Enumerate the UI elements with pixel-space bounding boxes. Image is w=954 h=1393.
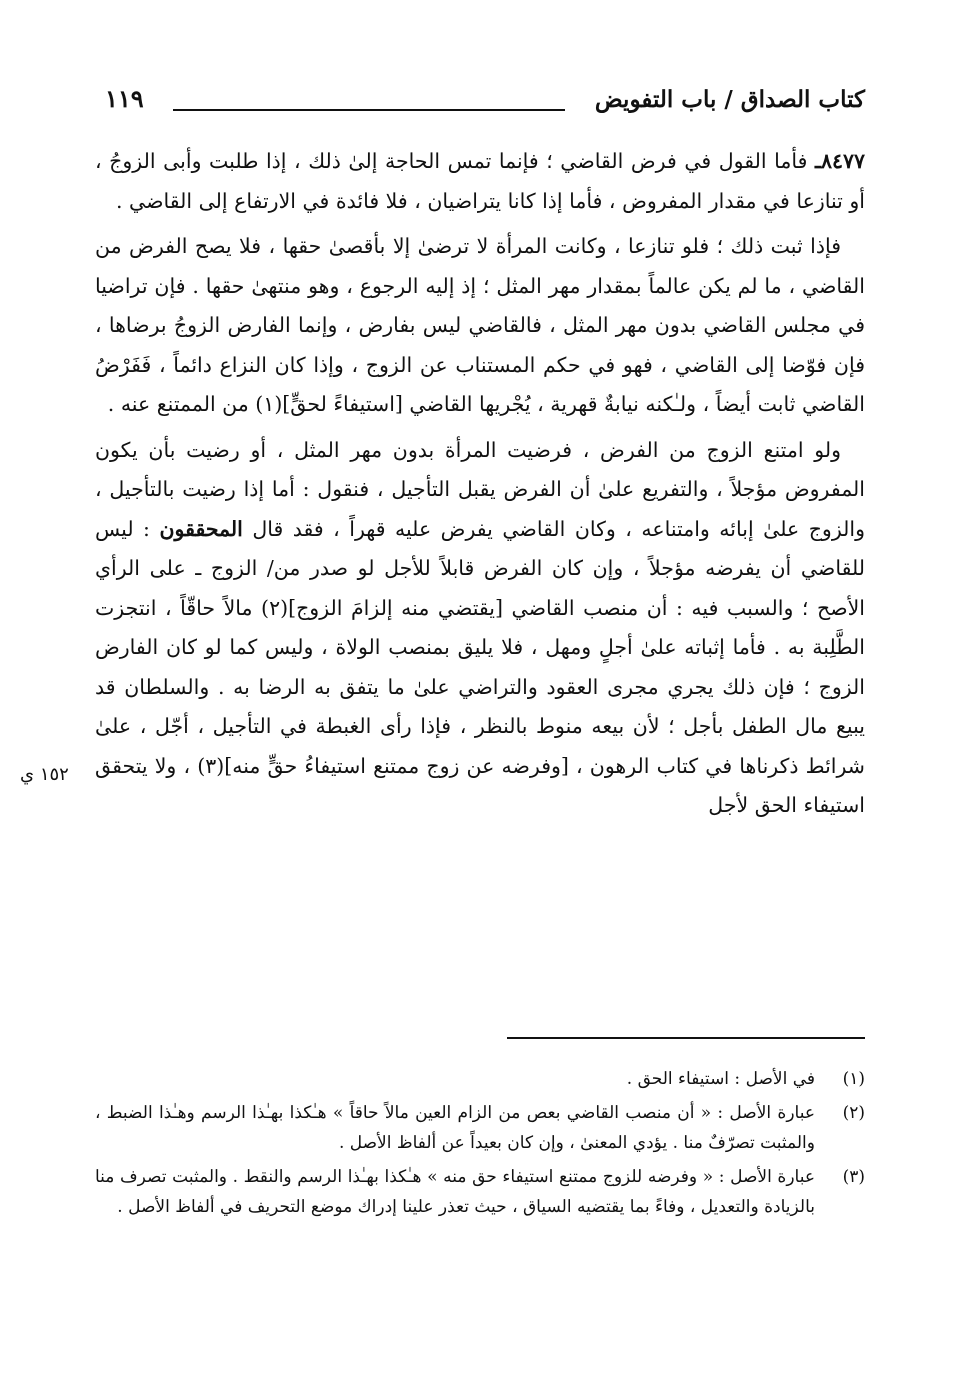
footnote-text: عبارة الأصل : « أن منصب القاضي بعص من الزام العين مالاً حاقاً » هـٰكذا بهـٰذا الرسم وهـٰذا الضبط ، والمثبت تصرّفٌ منا . يؤدي المعنىٰ ، وإن كان بعيداً عن ألفاظ الأصل . <box>95 1103 815 1153</box>
footnote-text: في الأصل : استيفاء الحق . <box>626 1069 815 1089</box>
margin-note: ١٥٢ ي <box>20 764 69 785</box>
page-number: ١١٩ <box>105 84 144 113</box>
paragraph-text-after: : ليس للقاضي أن يفرضه مؤجلاً ، وإن كان الفرض قابلاً للأجل لو صدر من/ الزوج ـ على الرأي الأصح ؛ والسبب فيه : أن منصب القاضي [يقتضي منه إلزامَ الزوج](٢) مالاً حاقّاً ، انتجزت الطَّلِبة به . فأما إثباته علىٰ أجلٍ ومهل ، فلا يليق بمنصب الولاة ، وليس كما لو كان الفارض الزوج ؛ فإن ذلك يجري مجرى العقود والتراضي علىٰ ما يتفق به الرضا به . والسلطان قد يبيع مال الطفل بأجل ؛ لأن بيعه منوط بالنظر ، فإذا رأى الغبطة في التأجيل ، أجّل ، علىٰ شرائط ذكرناها في كتاب الرهون ، [وفرضه عن زوج ممتنع استيفاءُ حقٍّ منه](٣) ، ولا يتحقق استيفاء الحق لأجل <box>95 516 865 817</box>
footnote-separator <box>507 1037 865 1039</box>
header-rule <box>173 109 565 111</box>
footnote-number: (١) <box>842 1069 865 1089</box>
paragraph-text-before: ولو امتنع الزوج من الفرض ، فرضيت المرأة بدون مهر المثل ، أو رضيت بأن يكون المفروض مؤجلاً ، والتفريع علىٰ أن الفرض يقبل التأجيل ، فنقول : أما إذا رضيت بالتأجيل ، والزوج علىٰ إبائه وامتناعه ، وكان القاضي يفرض عليه قهراً ، فقد قال <box>95 437 865 541</box>
book-page <box>20 70 866 1390</box>
running-header <box>95 80 865 124</box>
paragraph-3 <box>95 431 865 826</box>
footnote-2 <box>95 1098 865 1158</box>
paragraph-1 <box>95 142 865 221</box>
paragraph-text: فإذا ثبت ذلك ؛ فلو تنازعا ، وكانت المرأة لا ترضىٰ إلا بأقصىٰ حقها ، فلا يصح الفرض من القاضي ، ما لم يكن عالماً بمقدار مهر المثل ؛ إذ إليه الرجوع ، وهو منتهىٰ حقها . فإن تراضيا في مجلس القاضي بدون مهر المثل ، فالقاضي ليس بفارض ، وإنما الفارض الزوجُ برضاها ، فإن فوّضا إلى القاضي ، فهو في حكم المستناب عن الزوج ، وإذا كان النزاع دائماً ، فَفَرْضُ القاضي ثابت أيضاً ، ولـٰكنه نيابةٌ قهرية ، يُجْريها القاضي [استيفاءً لحقٍّ](١) من الممتنع عنه . <box>95 234 866 416</box>
header-title: كتاب الصداق / باب التفويض <box>594 86 865 113</box>
footnote-1 <box>95 1064 865 1094</box>
paragraph-text: فأما القول في فرض القاضي ؛ فإنما تمس الحاجة إلىٰ ذلك ، إذا طلبت وأبى الزوجُ ، أو تنازعا في مقدار المفروض ، فأما إذا كانا يتراضيان ، فلا فائدة في الارتفاع إلى القاضي . <box>95 149 865 213</box>
bold-term: المحققون <box>159 516 243 541</box>
footnote-number: (٢) <box>842 1103 865 1123</box>
main-text <box>95 142 865 832</box>
footnote-3 <box>95 1162 865 1222</box>
paragraph-2 <box>95 227 865 425</box>
paragraph-number: ٨٤٧٧ـ <box>814 149 865 173</box>
footnote-number: (٣) <box>842 1167 865 1187</box>
footnotes <box>95 1064 865 1226</box>
footnote-text: عبارة الأصل : « وفرضه للزوج ممتنع استيفاء حق منه » هـٰكذا بهـٰذا الرسم والنقط . والمثبت تصرف منا بالزيادة والتعديل ، وفاءً بما يقتضيه السياق ، حيث تعذر علينا إدراك موضع التحريف في ألفاظ الأصل . <box>95 1167 815 1217</box>
